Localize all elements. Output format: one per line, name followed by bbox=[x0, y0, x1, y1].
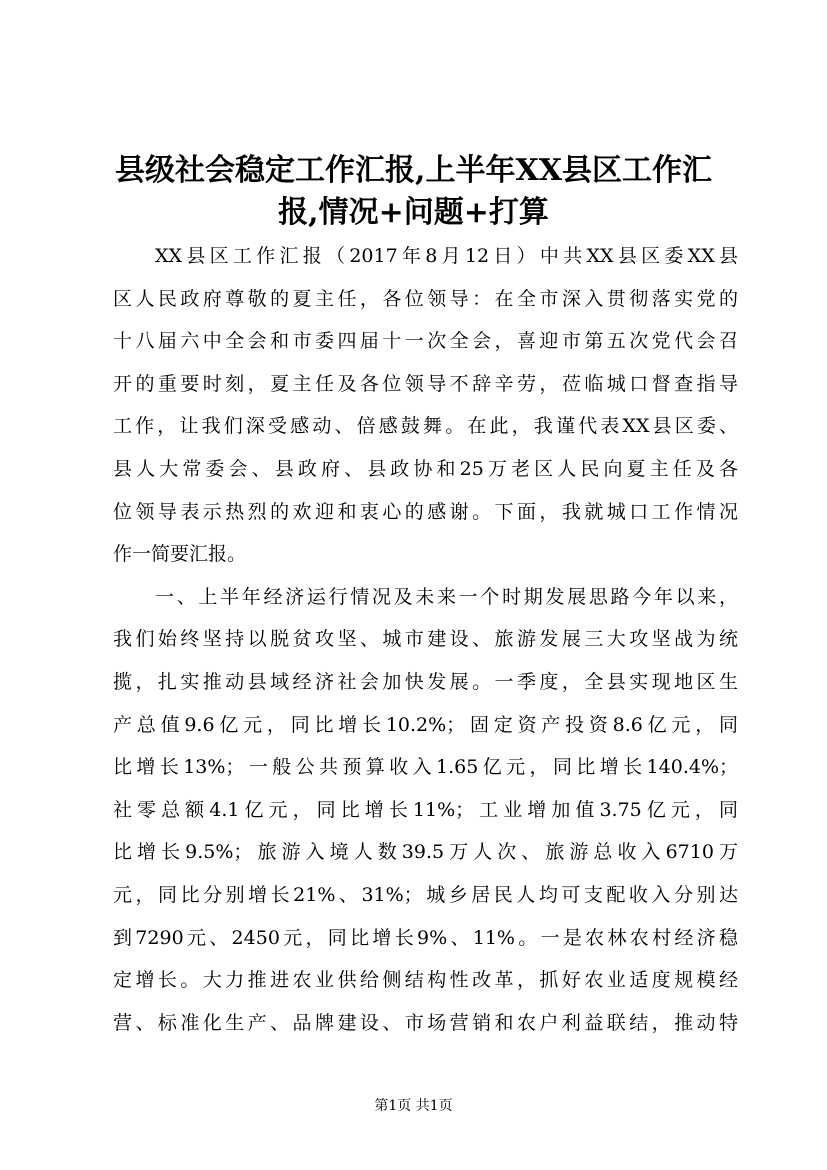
body-line: 县人大常委会、县政府、县政协和25万老区人民向夏主任及各 bbox=[113, 458, 738, 480]
body-line: 揽，扎实推动县域经济社会加快发展。一季度，全县实现地区生 bbox=[113, 671, 738, 693]
body-line: 比增长13%；一般公共预算收入1.65亿元，同比增长140.4%； bbox=[113, 756, 738, 779]
page-footer: 第1页 共1页 bbox=[374, 1098, 453, 1114]
body-line: XX县区工作汇报（2017年8月12日）中共XX县区委XX县 bbox=[155, 245, 738, 267]
body-line: 营、标准化生产、品牌建设、市场营销和农户利益联结，推动特 bbox=[113, 1011, 738, 1034]
body-line: 十八届六中全会和市委四届十一次全会，喜迎市第五次党代会召 bbox=[113, 330, 738, 353]
body-line: 元，同比分别增长21%、31%；城乡居民人均可支配收入分别达 bbox=[113, 884, 738, 906]
body-line: 区人民政府尊敬的夏主任，各位领导：在全市深入贯彻落实党的 bbox=[113, 287, 738, 310]
body-line: 社零总额4.1亿元，同比增长11%；工业增加值3.75亿元，同 bbox=[113, 798, 738, 821]
body-line: 我们始终坚持以脱贫攻坚、城市建设、旅游发展三大攻坚战为统 bbox=[113, 628, 738, 651]
body-line: 位领导表示热烈的欢迎和衷心的感谢。下面，我就城口工作情况 bbox=[113, 500, 738, 523]
body-line: 工作，让我们深受感动、倍感鼓舞。在此，我谨代表XX县区委、 bbox=[113, 415, 738, 438]
body-line: 定增长。大力推进农业供给侧结构性改革，抓好农业适度规模经 bbox=[113, 969, 738, 992]
body-line: 作一简要汇报。 bbox=[113, 543, 247, 566]
body-line: 比增长9.5%；旅游入境人数39.5万人次、旅游总收入6710万 bbox=[113, 841, 738, 864]
title-line: 县级社会稳定工作汇报,上半年XX县区工作汇 bbox=[115, 153, 712, 188]
body-line: 开的重要时刻，夏主任及各位领导不辞辛劳，莅临城口督查指导 bbox=[113, 372, 738, 395]
document-title bbox=[100, 150, 727, 234]
body-line: 产总值9.6亿元，同比增长10.2%；固定资产投资8.6亿元，同 bbox=[113, 713, 738, 736]
body-line: 一、上半年经济运行情况及未来一个时期发展思路今年以来， bbox=[155, 585, 738, 608]
body-line: 到7290元、2450元，同比增长9%、11%。一是农林农村经济稳 bbox=[113, 926, 738, 949]
title-line: 报,情况+问题+打算 bbox=[278, 195, 549, 230]
